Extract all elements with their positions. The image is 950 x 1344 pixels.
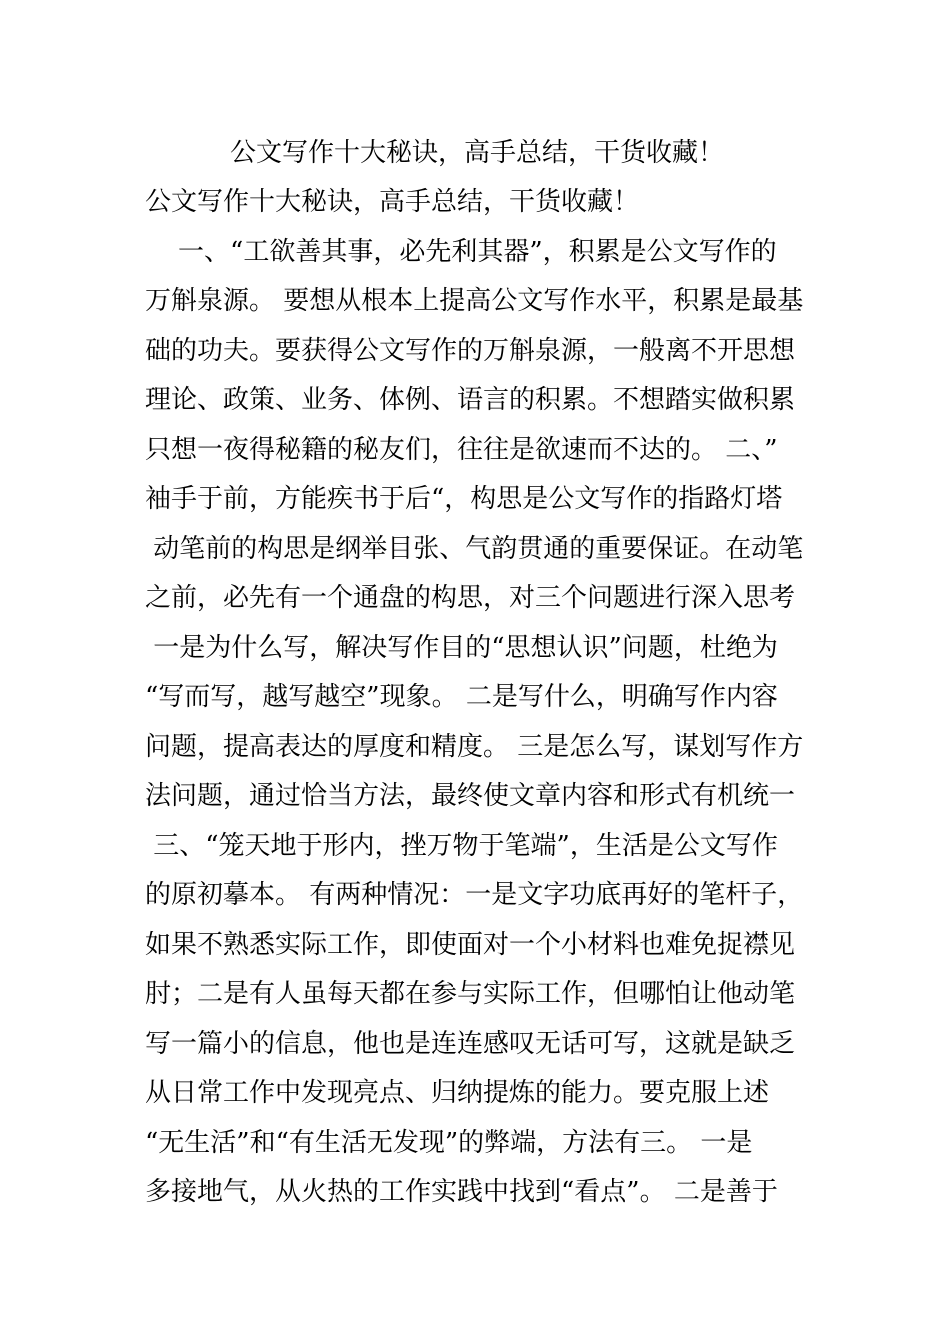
body-line: “无生活”和“有生活无发现”的弊端，方法有三。 一是 [145,1127,753,1158]
body-line: 的原初摹本。 有两种情况：一是文字功底再好的笔杆子， [145,880,804,910]
document-body [145,183,815,1223]
body-line: 多接地气，从火热的工作实践中找到“看点”。 二是善于 [145,1177,778,1207]
body-line: 法问题，通过恰当方法，最终使文章内容和形式有机统一 [145,781,796,811]
body-line: 问题，提高表达的厚度和精度。 三是怎么写，谋划写作方 [145,731,804,762]
body-line: 从日常工作中发现亮点、归纳提炼的能力。要克服上述 [145,1078,770,1108]
body-line: 袖手于前，方能疾书于后“，构思是公文写作的指路灯塔 [145,484,783,514]
body-line: 一是为什么写，解决写作目的“思想认识”问题，杜绝为 [145,632,778,663]
body-line: 三、“笼天地于形内，挫万物于笔端”，生活是公文写作 [145,830,778,861]
body-line: 万斛泉源。 要想从根本上提高公文写作水平，积累是最基 [145,286,804,316]
body-line: 础的功夫。要获得公文写作的万斛泉源，一般离不开思想 [145,335,796,366]
body-line: 一、“工欲善其事，必先利其器”，积累是公文写作的 [145,236,777,267]
body-line: 公文写作十大秘诀，高手总结，干货收藏！ [145,187,640,217]
body-line: 肘；二是有人虽每天都在参与实际工作，但哪怕让他动笔 [145,979,796,1009]
body-line: 理论、政策、业务、体例、语言的积累。不想踏实做积累 [145,385,796,415]
body-line: 写一篇小的信息，他也是连连感叹无话可写，这就是缺乏 [145,1028,796,1059]
body-line: 只想一夜得秘籍的秘友们，往往是欲速而不达的。 二、” [145,434,778,465]
document-title: 公文写作十大秘诀，高手总结，干货收藏！ [229,138,724,168]
body-line: 之前，必先有一个通盘的构思，对三个问题进行深入思考 [145,583,796,613]
body-line: 动笔前的构思是纲举目张、气韵贯通的重要保证。在动笔 [145,533,804,564]
body-line: “写而写，越写越空”现象。 二是写什么，明确写作内容 [145,682,778,712]
body-line: 如果不熟悉实际工作，即使面对一个小材料也难免捉襟见 [145,929,796,960]
